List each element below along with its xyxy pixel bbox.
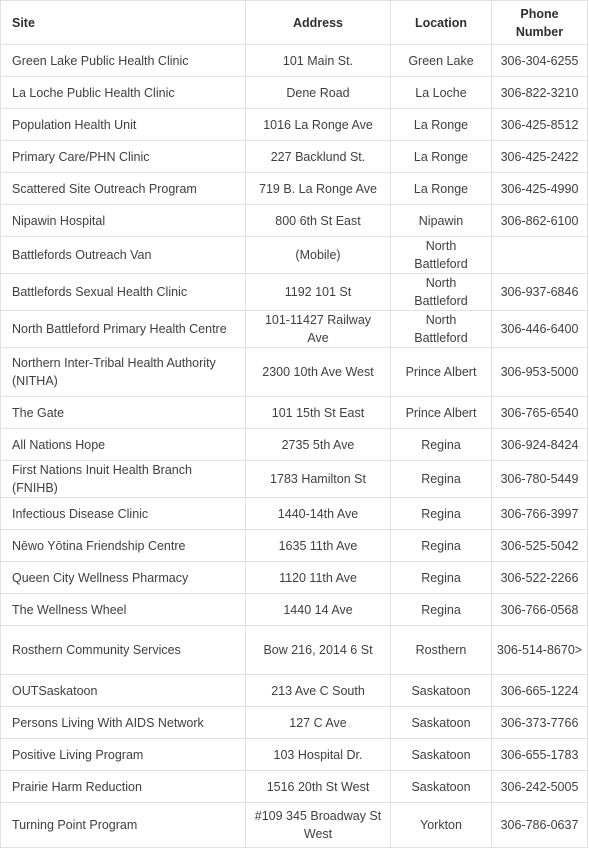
- site-cell: Population Health Unit: [1, 109, 246, 141]
- site-cell: First Nations Inuit Health Branch (FNIHB): [1, 461, 246, 498]
- site-cell: All Nations Hope: [1, 429, 246, 461]
- location-cell: Regina: [391, 461, 492, 498]
- address-cell: Dene Road: [246, 77, 391, 109]
- table-header: [1, 1, 588, 45]
- header-site: Site: [1, 1, 246, 45]
- address-cell: 103 Hospital Dr.: [246, 739, 391, 771]
- table-row: [1, 45, 588, 77]
- phone-cell: 306-765-6540: [492, 397, 588, 429]
- table-row: [1, 562, 588, 594]
- table-row: [1, 109, 588, 141]
- site-cell: Turning Point Program: [1, 803, 246, 848]
- address-cell: 213 Ave C South: [246, 675, 391, 707]
- phone-cell: 306-937-6846: [492, 274, 588, 311]
- location-cell: Green Lake: [391, 45, 492, 77]
- phone-cell: 306-425-4990: [492, 173, 588, 205]
- phone-cell: 306-425-8512: [492, 109, 588, 141]
- address-cell: 101 15th St East: [246, 397, 391, 429]
- site-cell: Nipawin Hospital: [1, 205, 246, 237]
- location-cell: Prince Albert: [391, 348, 492, 397]
- phone-cell: 306-665-1224: [492, 675, 588, 707]
- table-row: [1, 771, 588, 803]
- address-cell: 227 Backlund St.: [246, 141, 391, 173]
- site-cell: La Loche Public Health Clinic: [1, 77, 246, 109]
- phone-cell: 306-786-0637: [492, 803, 588, 848]
- table-body: [1, 45, 588, 848]
- location-cell: Regina: [391, 429, 492, 461]
- table-row: [1, 274, 588, 311]
- address-cell: 127 C Ave: [246, 707, 391, 739]
- address-cell: (Mobile): [246, 237, 391, 274]
- table-row: [1, 205, 588, 237]
- table-row: [1, 461, 588, 498]
- address-cell: 101 Main St.: [246, 45, 391, 77]
- address-cell: 1783 Hamilton St: [246, 461, 391, 498]
- location-cell: Saskatoon: [391, 771, 492, 803]
- phone-cell: 306-780-5449: [492, 461, 588, 498]
- location-cell: Saskatoon: [391, 707, 492, 739]
- location-cell: La Loche: [391, 77, 492, 109]
- address-cell: 2735 5th Ave: [246, 429, 391, 461]
- phone-cell: 306-522-2266: [492, 562, 588, 594]
- table-row: [1, 429, 588, 461]
- site-cell: Northern Inter-Tribal Health Authority (NITHA): [1, 348, 246, 397]
- phone-cell: 306-766-3997: [492, 498, 588, 530]
- location-cell: Yorkton: [391, 803, 492, 848]
- phone-cell: 306-953-5000: [492, 348, 588, 397]
- table-row: [1, 707, 588, 739]
- location-cell: La Ronge: [391, 109, 492, 141]
- address-cell: 1440 14 Ave: [246, 594, 391, 626]
- header-phone-number: Phone Number: [492, 1, 588, 45]
- phone-cell: 306-525-5042: [492, 530, 588, 562]
- header-location: Location: [391, 1, 492, 45]
- header-row: [1, 1, 588, 45]
- site-cell: OUTSaskatoon: [1, 675, 246, 707]
- site-cell: Infectious Disease Clinic: [1, 498, 246, 530]
- phone-cell: 306-425-2422: [492, 141, 588, 173]
- table-row: [1, 311, 588, 348]
- location-cell: North Battleford: [391, 311, 492, 348]
- table-row: [1, 77, 588, 109]
- location-cell: La Ronge: [391, 173, 492, 205]
- address-cell: 719 B. La Ronge Ave: [246, 173, 391, 205]
- address-cell: Bow 216, 2014 6 St: [246, 626, 391, 675]
- table-row: [1, 141, 588, 173]
- table-row: [1, 498, 588, 530]
- location-cell: Saskatoon: [391, 675, 492, 707]
- site-cell: Primary Care/PHN Clinic: [1, 141, 246, 173]
- location-cell: North Battleford: [391, 237, 492, 274]
- table-row: [1, 803, 588, 848]
- location-cell: Saskatoon: [391, 739, 492, 771]
- address-cell: #109 345 Broadway St West: [246, 803, 391, 848]
- location-cell: Rosthern: [391, 626, 492, 675]
- address-cell: 101-11427 Railway Ave: [246, 311, 391, 348]
- phone-cell: 306-373-7766: [492, 707, 588, 739]
- phone-cell: 306-822-3210: [492, 77, 588, 109]
- site-cell: The Wellness Wheel: [1, 594, 246, 626]
- site-cell: Scattered Site Outreach Program: [1, 173, 246, 205]
- site-cell: Prairie Harm Reduction: [1, 771, 246, 803]
- table-row: [1, 626, 588, 675]
- table-row: [1, 397, 588, 429]
- phone-cell: 306-862-6100: [492, 205, 588, 237]
- header-address: Address: [246, 1, 391, 45]
- phone-cell: 306-766-0568: [492, 594, 588, 626]
- table-row: [1, 348, 588, 397]
- location-cell: Regina: [391, 594, 492, 626]
- phone-cell: 306-446-6400: [492, 311, 588, 348]
- phone-cell: 306-655-1783: [492, 739, 588, 771]
- phone-cell: 306-514-8670>: [492, 626, 588, 675]
- address-cell: 1120 11th Ave: [246, 562, 391, 594]
- phone-cell: 306-242-5005: [492, 771, 588, 803]
- site-cell: Positive Living Program: [1, 739, 246, 771]
- site-cell: North Battleford Primary Health Centre: [1, 311, 246, 348]
- site-cell: Nēwo Yōtina Friendship Centre: [1, 530, 246, 562]
- table-row: [1, 594, 588, 626]
- phone-cell: 306-924-8424: [492, 429, 588, 461]
- table-row: [1, 237, 588, 274]
- phone-cell: 306-304-6255: [492, 45, 588, 77]
- site-cell: Persons Living With AIDS Network: [1, 707, 246, 739]
- site-cell: Green Lake Public Health Clinic: [1, 45, 246, 77]
- address-cell: 1440-14th Ave: [246, 498, 391, 530]
- location-cell: Regina: [391, 530, 492, 562]
- site-cell: Rosthern Community Services: [1, 626, 246, 675]
- address-cell: 1635 11th Ave: [246, 530, 391, 562]
- location-cell: La Ronge: [391, 141, 492, 173]
- site-cell: Queen City Wellness Pharmacy: [1, 562, 246, 594]
- address-cell: 2300 10th Ave West: [246, 348, 391, 397]
- site-cell: Battlefords Sexual Health Clinic: [1, 274, 246, 311]
- location-cell: Prince Albert: [391, 397, 492, 429]
- address-cell: 1192 101 St: [246, 274, 391, 311]
- location-cell: Regina: [391, 562, 492, 594]
- table-row: [1, 675, 588, 707]
- table-row: [1, 739, 588, 771]
- address-cell: 1016 La Ronge Ave: [246, 109, 391, 141]
- phone-cell: [492, 237, 588, 274]
- table-row: [1, 530, 588, 562]
- location-cell: Nipawin: [391, 205, 492, 237]
- table-row: [1, 173, 588, 205]
- location-cell: North Battleford: [391, 274, 492, 311]
- site-cell: Battlefords Outreach Van: [1, 237, 246, 274]
- address-cell: 800 6th St East: [246, 205, 391, 237]
- location-cell: Regina: [391, 498, 492, 530]
- address-cell: 1516 20th St West: [246, 771, 391, 803]
- site-cell: The Gate: [1, 397, 246, 429]
